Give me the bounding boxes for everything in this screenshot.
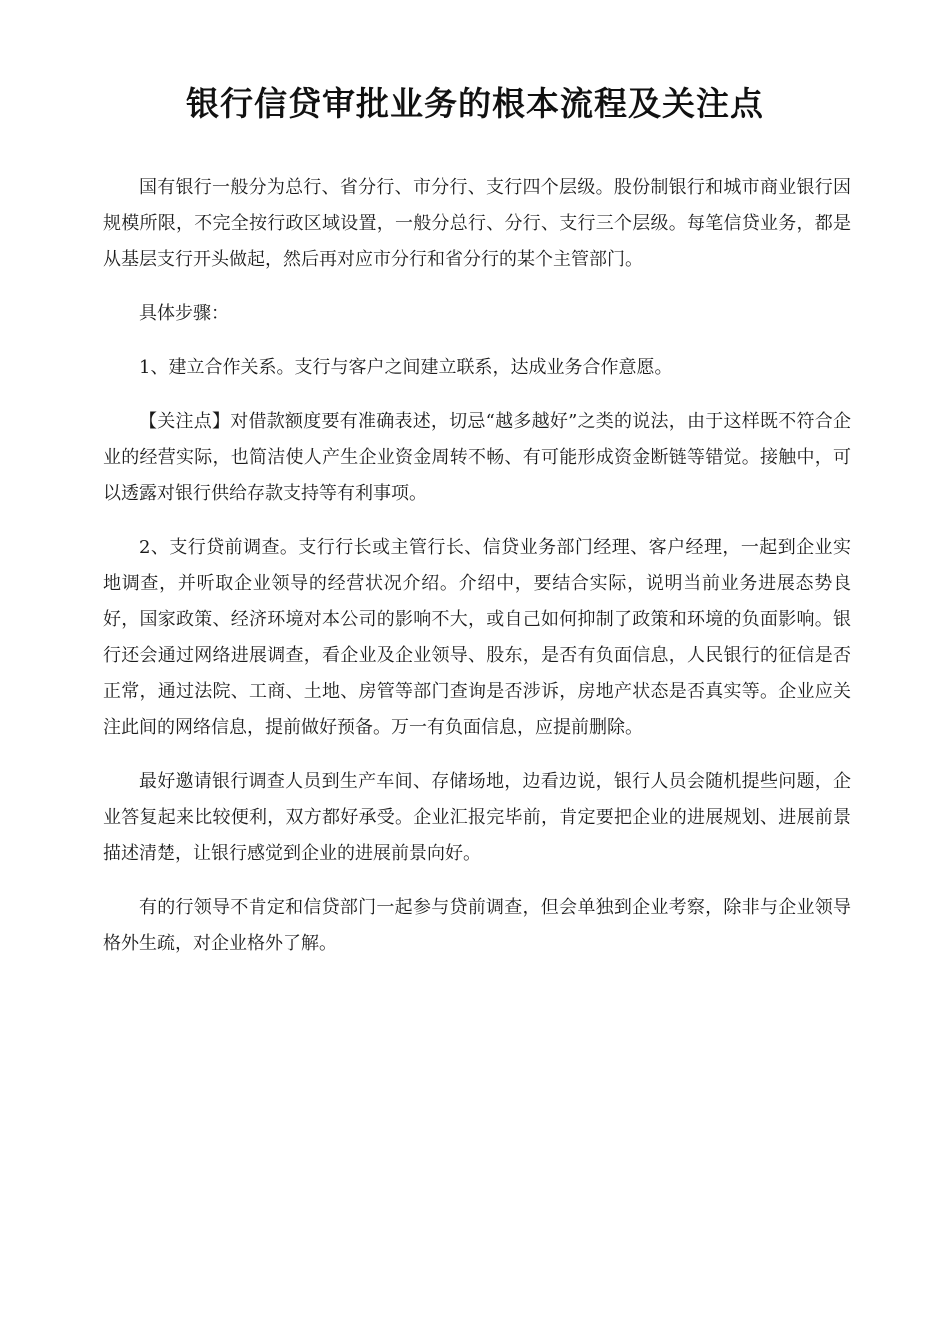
paragraph-site-visit: 最好邀请银行调查人员到生产车间、存储场地，边看边说，银行人员会随机提些问题，企业答复起来比较便利，双方都好承受。企业汇报完毕前，肯定要把企业的进展规划、进展前景描述清楚，让银行感觉到企业的进展前景向好。 (103, 771, 851, 864)
document-title: 银行信贷审批业务的根本流程及关注点 (186, 84, 764, 123)
paragraph-step-1: 1、建立合作关系。支行与客户之间建立联系，达成业务合作意愿。 (139, 357, 673, 378)
paragraph-steps-heading: 具体步骤： (139, 303, 229, 324)
paragraph-step-2: 2、支行贷前调查。支行行长或主管行长、信贷业务部门经理、客户经理，一起到企业实地调查，并听取企业领导的经营状况介绍。介绍中，要结合实际，说明当前业务进展态势良好，国家政策、经济环境对本公司的影响不大，或自己如何抑制了政策和环境的负面影响。银行还会通过网络进展调查，看企业及企业领导、股东，是否有负面信息，人民银行的征信是否正常，通过法院、工商、土地、房管等部门查询是否涉诉，房地产状态是否真实等。企业应关注此间的网络信息，提前做好预备。万一有负面信息，应提前删除。 (103, 537, 851, 738)
paragraph-key-point: 【关注点】对借款额度要有准确表述，切忌“越多越好”之类的说法，由于这样既不符合企业的经营实际，也简洁使人产生企业资金周转不畅、有可能形成资金断链等错觉。接触中，可以透露对银行供给存款支持等有利事项。 (103, 411, 851, 504)
paragraph-leader-visit: 有的行领导不肯定和信贷部门一起参与贷前调查，但会单独到企业考察，除非与企业领导格外生疏，对企业格外了解。 (103, 897, 851, 954)
document-body (103, 170, 851, 980)
paragraph-bank-levels: 国有银行一般分为总行、省分行、市分行、支行四个层级。股份制银行和城市商业银行因规模所限，不完全按行政区域设置，一般分总行、分行、支行三个层级。每笔信贷业务，都是从基层支行开头做起，然后再对应市分行和省分行的某个主管部门。 (103, 177, 851, 270)
